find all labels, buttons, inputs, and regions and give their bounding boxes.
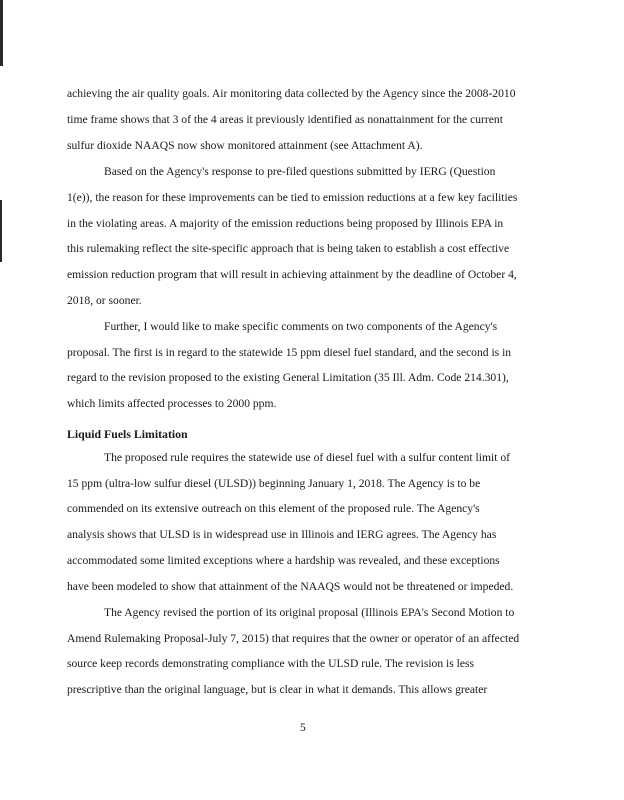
paragraph-4-line-3: commended on its extensive outreach on this element of the proposed rule. The Agency's	[67, 502, 480, 515]
paragraph-2-line-3: in the violating areas. A majority of the emission reductions being proposed by Illinois EPA in	[67, 217, 504, 230]
paragraph-1-line-3: sulfur dioxide NAAQS now show monitored attainment (see Attachment A).	[67, 139, 423, 152]
section-heading: Liquid Fuels Limitation	[67, 427, 188, 441]
paragraph-3-line-1: Further, I would like to make specific comments on two components of the Agency's	[104, 320, 498, 333]
paragraph-2-line-5: emission reduction program that will result in achieving attainment by the deadline of October 4,	[67, 268, 517, 281]
paragraph-3-line-2: proposal. The first is in regard to the statewide 15 ppm diesel fuel standard, and the second is in	[67, 346, 512, 359]
paragraph-2-line-2: 1(e)), the reason for these improvements can be tied to emission reductions at a few key facilities	[67, 191, 518, 204]
paragraph-4-line-6: have been modeled to show that attainment of the NAAQS would not be threatened or impeded.	[67, 580, 514, 593]
paragraph-3-line-4: which limits affected processes to 2000 ppm.	[67, 397, 277, 410]
paragraph-5-line-1: The Agency revised the portion of its original proposal (Illinois EPA's Second Motion to	[104, 606, 515, 619]
paragraph-1-line-2: time frame shows that 3 of the 4 areas it previously identified as nonattainment for the current	[67, 113, 503, 126]
paragraph-2-line-6: 2018, or sooner.	[67, 294, 142, 307]
scan-edge-mark	[0, 0, 3, 66]
paragraph-2-line-4: this rulemaking reflect the site-specific approach that is being taken to establish a cost effective	[67, 242, 510, 255]
paragraph-4-line-5: accommodated some limited exceptions where a hardship was revealed, and these exceptions	[67, 554, 500, 567]
paragraph-1-line-1: achieving the air quality goals. Air monitoring data collected by the Agency since the 2008-2010	[67, 87, 516, 100]
paragraph-5-line-2: Amend Rulemaking Proposal-July 7, 2015) that requires that the owner or operator of an affected	[67, 632, 520, 645]
paragraph-2-line-1: Based on the Agency's response to pre-filed questions submitted by IERG (Question	[104, 165, 496, 178]
paragraph-4-line-2: 15 ppm (ultra-low sulfur diesel (ULSD)) beginning January 1, 2018. The Agency is to be	[67, 477, 481, 490]
paragraph-5-line-3: source keep records demonstrating compliance with the ULSD rule. The revision is less	[67, 657, 475, 670]
scan-edge-mark	[0, 200, 2, 262]
page-number: 5	[300, 722, 306, 734]
paragraph-4-line-4: analysis shows that ULSD is in widespread use in Illinois and IERG agrees. The Agency has	[67, 528, 497, 541]
paragraph-5-line-4: prescriptive than the original language, but is clear in what it demands. This allows greater	[67, 683, 488, 696]
paragraph-4-line-1: The proposed rule requires the statewide use of diesel fuel with a sulfur content limit of	[104, 451, 510, 464]
paragraph-3-line-3: regard to the revision proposed to the existing General Limitation (35 Ill. Adm. Code 214.301),	[67, 371, 509, 384]
